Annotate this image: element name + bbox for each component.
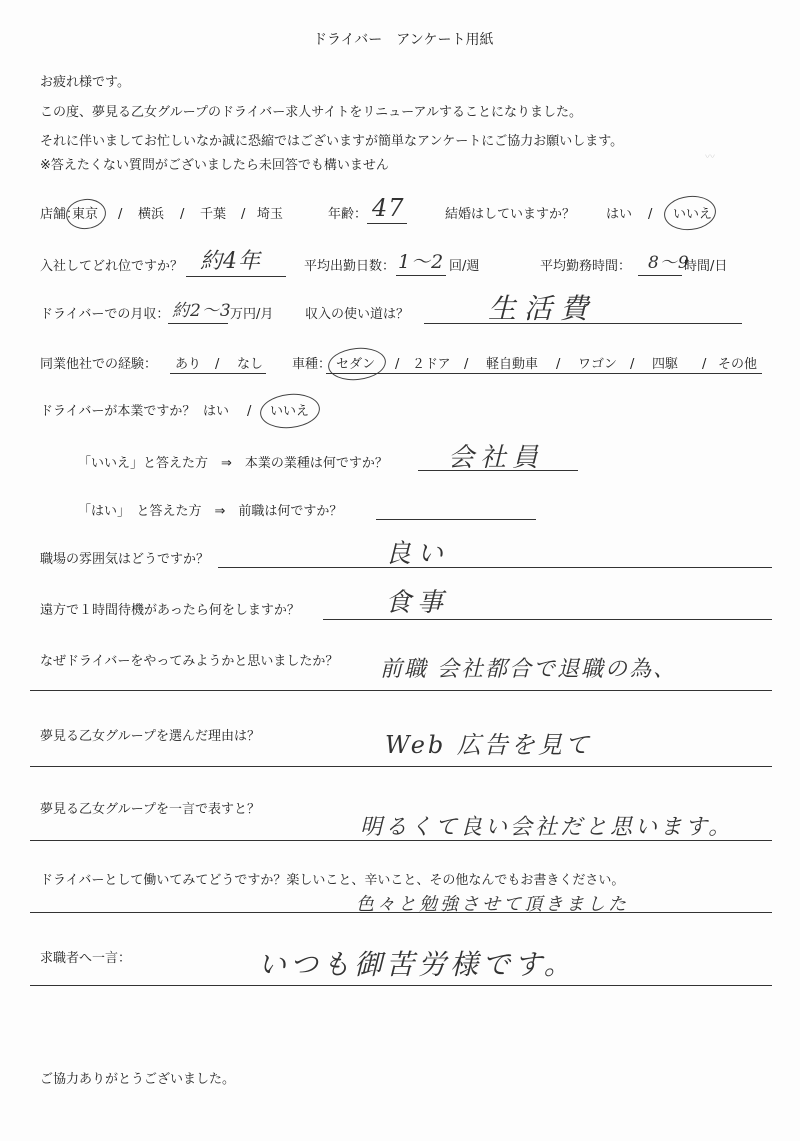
car-selected-circle — [326, 345, 387, 383]
married-option-no[interactable]: いいえ — [673, 207, 713, 222]
married-option-yes[interactable]: はい — [606, 207, 633, 222]
sub1-label: 「いいえ」と答えた方 ⇒ 本業の業種は何ですか？ — [78, 456, 388, 471]
q1-label: 職場の雰囲気はどうですか？ — [40, 552, 210, 567]
q6-answer[interactable]: 色々と勉強させて頂きました — [356, 894, 629, 915]
separator: / — [241, 207, 246, 222]
hours-answer[interactable]: 8〜9 — [648, 253, 690, 273]
faint-mark: 〰 — [705, 152, 715, 163]
q4-underline — [30, 766, 772, 767]
experience-label: 同業他社での経験： — [40, 357, 158, 372]
q4-answer[interactable]: Web 広告を見て — [385, 731, 592, 759]
separator: / — [247, 404, 252, 419]
q5-label: 夢見る乙女グループを一言で表すと？ — [40, 802, 260, 817]
income-label: ドライバーでの月収： — [40, 307, 170, 322]
separator: / — [180, 207, 185, 222]
income-underline — [168, 323, 228, 324]
days-label: 平均出勤日数： — [304, 259, 396, 274]
q4-label: 夢見る乙女グループを選んだ理由は？ — [40, 729, 260, 744]
q1-answer[interactable]: 良い — [385, 539, 450, 569]
married-label: 結婚はしていますか？ — [445, 207, 576, 222]
q6-label: ドライバーとして働いてみてどうですか？楽しいこと、辛いこと、その他なんでもお書きください。 — [40, 873, 625, 888]
main-job-selected-circle — [258, 391, 321, 431]
hours-label: 平均勤務時間： — [540, 259, 632, 274]
q7-underline — [30, 985, 772, 986]
days-answer[interactable]: 1〜2 — [398, 251, 445, 273]
hours-unit: 時間/日 — [684, 259, 728, 274]
tenure-label: 入社してどれ位ですか？ — [40, 259, 184, 274]
age-answer[interactable]: 47 — [372, 194, 405, 222]
usage-answer[interactable]: 生活費 — [488, 292, 597, 325]
q1-underline — [218, 567, 772, 568]
separator: / — [464, 357, 469, 372]
separator: / — [215, 357, 220, 372]
income-unit: 万円/月 — [230, 307, 274, 322]
car-label: 車種： — [292, 357, 332, 372]
q6-underline — [30, 912, 772, 913]
intro-line-1: お疲れ様です。 — [40, 75, 130, 90]
main-job-option-yes[interactable]: はい — [203, 404, 230, 419]
car-option-wagon[interactable]: ワゴン — [578, 357, 618, 372]
q7-answer[interactable]: いつも御苦労様です。 — [258, 948, 576, 981]
closing-text: ご協力ありがとうございました。 — [40, 1072, 236, 1087]
separator: / — [556, 357, 561, 372]
tenure-underline — [186, 276, 286, 277]
sub2-underline — [376, 519, 536, 520]
store-label: 店舗： — [40, 207, 80, 222]
q7-label: 求職者へ一言： — [40, 951, 132, 966]
separator: / — [702, 357, 707, 372]
experience-option-yes[interactable]: あり — [175, 357, 202, 372]
car-option-4wd[interactable]: 四駆 — [652, 357, 679, 372]
intro-line-3: それに伴いましてお忙しいなか誠に恐縮ではございますが簡単なアンケートにご協力お願いします。 — [40, 134, 624, 149]
married-selected-circle — [662, 193, 717, 232]
sub1-answer[interactable]: 会社員 — [448, 443, 545, 473]
store-option-tokyo[interactable]: 東京 — [72, 207, 99, 222]
car-option-sedan[interactable]: セダン — [336, 357, 376, 372]
main-job-option-no[interactable]: いいえ — [270, 404, 310, 419]
days-unit: 回/週 — [449, 259, 480, 274]
q5-underline — [30, 840, 772, 841]
sub2-label: 「はい」 と答えた方 ⇒ 前職は何ですか？ — [78, 504, 343, 519]
experience-underline — [170, 373, 266, 374]
sub1-underline — [418, 470, 578, 471]
store-option-saitama[interactable]: 埼玉 — [257, 207, 284, 222]
store-option-yokohama[interactable]: 横浜 — [138, 207, 165, 222]
car-underline — [326, 373, 762, 374]
separator: / — [630, 357, 635, 372]
separator: / — [395, 357, 400, 372]
store-option-chiba[interactable]: 千葉 — [200, 207, 227, 222]
car-option-2door[interactable]: ２ドア — [412, 357, 451, 372]
page-title: ドライバー アンケート用紙 — [313, 32, 494, 48]
car-option-kei[interactable]: 軽自動車 — [486, 357, 539, 372]
income-answer[interactable]: 約2〜3 — [172, 301, 232, 321]
days-underline — [396, 275, 446, 276]
q2-answer[interactable]: 食事 — [385, 588, 450, 618]
intro-line-2: この度、夢見る乙女グループのドライバー求人サイトをリニューアルすることになりました。 — [40, 105, 582, 120]
q3-label: なぜドライバーをやってみようかと思いましたか？ — [40, 654, 339, 669]
usage-underline — [424, 323, 742, 324]
tenure-answer[interactable]: 約4年 — [200, 249, 261, 274]
car-option-other[interactable]: その他 — [718, 357, 758, 372]
age-underline — [367, 223, 407, 224]
q3-underline — [30, 690, 772, 691]
q2-label: 遠方で１時間待機があったら何をしますか？ — [40, 603, 300, 618]
intro-line-4: ※答えたくない質問がございましたら未回答でも構いません — [40, 158, 389, 173]
separator: / — [648, 207, 653, 222]
experience-option-no[interactable]: なし — [237, 357, 264, 372]
hours-underline — [638, 275, 682, 276]
q3-answer[interactable]: 前職 会社都合で退職の為、 — [380, 657, 677, 682]
main-job-label: ドライバーが本業ですか？ — [40, 404, 196, 419]
q2-underline — [323, 619, 772, 620]
separator: / — [118, 207, 123, 222]
q5-answer[interactable]: 明るくて良い会社だと思います。 — [360, 815, 734, 840]
store-selected-circle — [65, 197, 108, 231]
age-label: 年齢： — [328, 207, 368, 222]
usage-label: 収入の使い道は？ — [305, 307, 410, 322]
